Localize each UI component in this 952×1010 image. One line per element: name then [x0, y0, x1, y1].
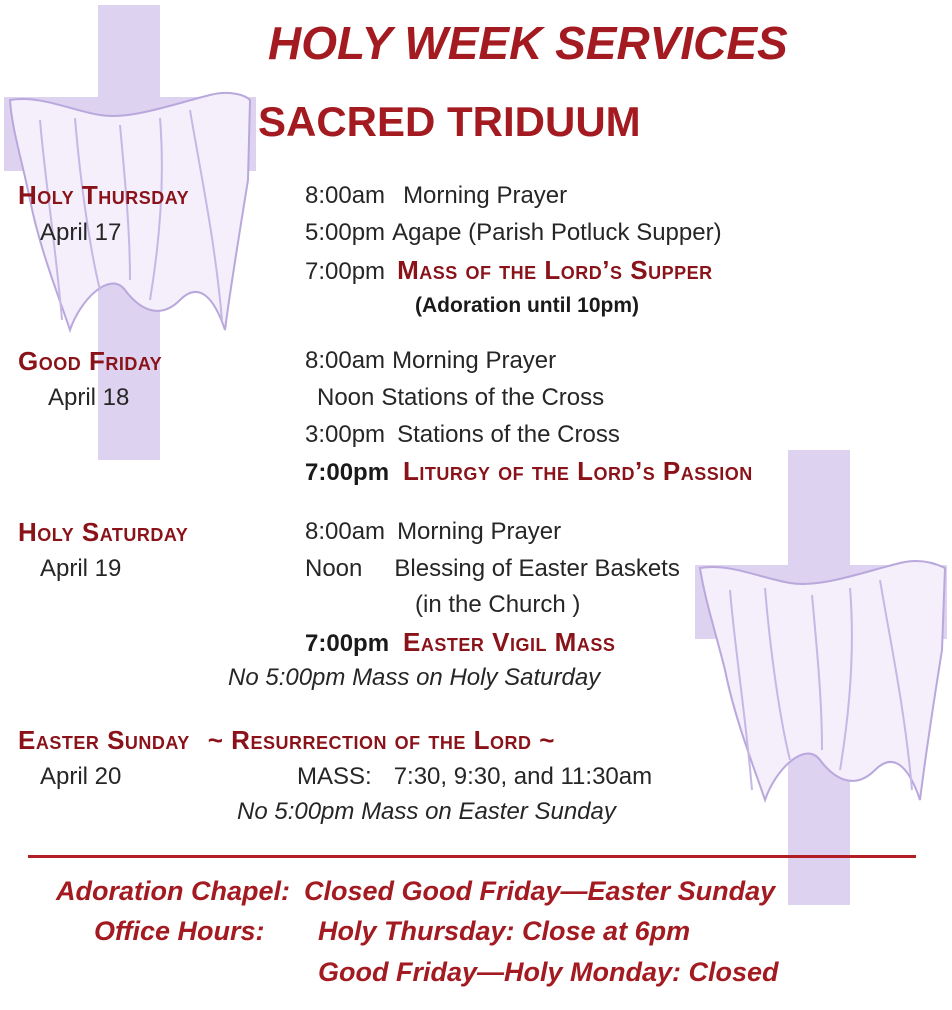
event-line [305, 627, 615, 659]
day-name: Good Friday [18, 346, 163, 376]
event-time: Noon [317, 384, 375, 411]
day-date: April 19 [40, 555, 122, 582]
event-time: Noon [305, 555, 363, 582]
event-desc: Liturgy of the Lord’s Passion [403, 456, 753, 486]
event-desc: Stations of the Cross [381, 384, 605, 411]
event-time: 8:00am [305, 347, 386, 374]
day-date: April 20 [40, 763, 122, 790]
event-line [305, 517, 561, 547]
event-desc: Easter Vigil Mass [403, 627, 616, 657]
event-desc: Stations of the Cross [397, 421, 620, 448]
event-line [305, 181, 567, 211]
day-name: Holy Thursday [18, 180, 190, 210]
adoration-notice [56, 876, 775, 907]
event-time: 7:00pm [305, 459, 390, 486]
page-title: HOLY WEEK SERVICES [268, 17, 788, 69]
adoration-text: Closed Good Friday—Easter Sunday [304, 876, 776, 906]
event-time: 3:00pm [305, 421, 386, 448]
day-name: Holy Saturday [18, 517, 189, 547]
event-desc: 7:30, 9:30, and 11:30am [393, 763, 653, 790]
event-time: 7:00pm [305, 258, 386, 285]
event-time: 8:00am [305, 182, 386, 209]
office-hours-label: Office Hours: [94, 916, 265, 946]
day-heading [18, 725, 555, 757]
event-time: 7:00pm [305, 630, 390, 657]
page-subtitle: SACRED TRIDUUM [258, 98, 641, 145]
event-line [305, 456, 753, 488]
event-line [305, 218, 722, 248]
event-time: 5:00pm [305, 219, 386, 246]
event-desc: Morning Prayer [392, 347, 557, 374]
event-note: (in the Church ) [415, 591, 581, 618]
event-line [305, 346, 556, 376]
adoration-label: Adoration Chapel: [56, 876, 290, 906]
day-date: April 17 [40, 219, 122, 246]
day-date: April 18 [48, 384, 130, 411]
event-note: (Adoration until 10pm) [415, 294, 639, 317]
event-line [297, 762, 652, 792]
event-line [305, 255, 713, 287]
event-desc: Morning Prayer [403, 182, 568, 209]
event-desc: Mass of the Lord’s Supper [397, 255, 713, 285]
event-line [305, 554, 680, 584]
event-line [305, 420, 620, 450]
event-desc: Morning Prayer [397, 518, 562, 545]
day-name: Easter Sunday [18, 725, 190, 755]
cross-icon [695, 450, 947, 905]
office-hours-line: Holy Thursday: Close at 6pm [318, 916, 691, 946]
divider [28, 855, 916, 858]
day-footnote: No 5:00pm Mass on Holy Saturday [228, 664, 601, 691]
day-tagline: ~ Resurrection of the Lord ~ [207, 725, 555, 755]
event-desc: Blessing of Easter Baskets [394, 555, 680, 582]
office-hours-line: Good Friday—Holy Monday: Closed [318, 957, 779, 987]
day-footnote: No 5:00pm Mass on Easter Sunday [237, 798, 616, 825]
event-desc: Agape (Parish Potluck Supper) [392, 219, 722, 246]
event-line [317, 383, 604, 413]
event-time: MASS: [297, 763, 372, 790]
event-time: 8:00am [305, 518, 386, 545]
